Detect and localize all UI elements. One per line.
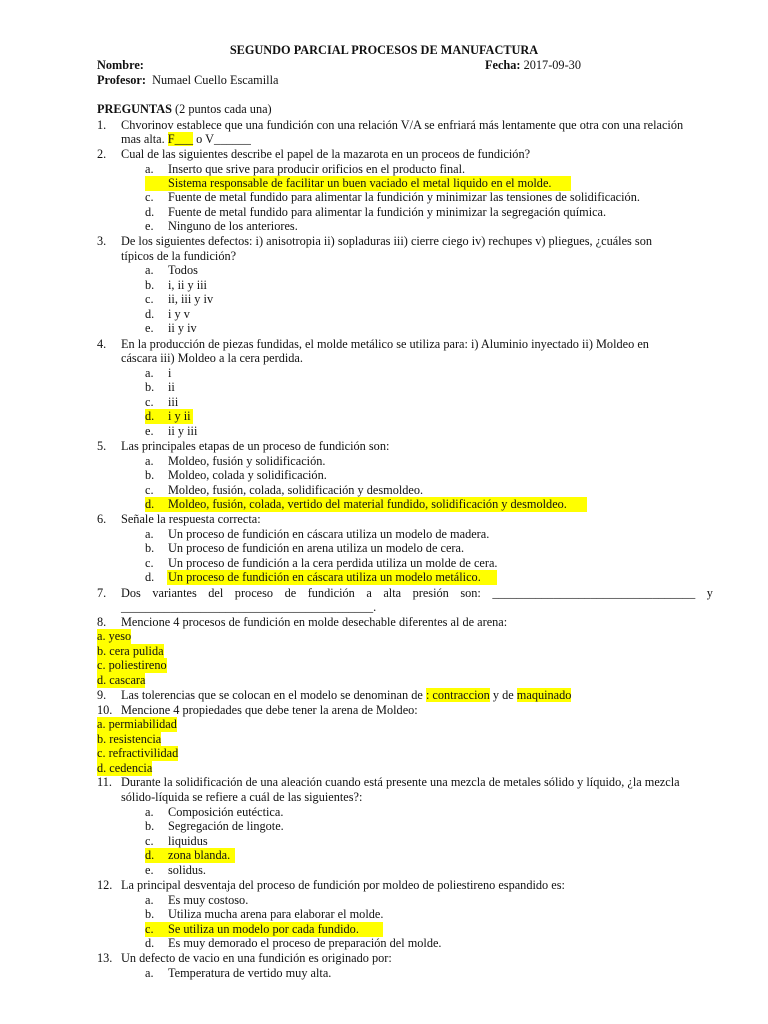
option-text: Moldeo, fusión, colada, solidificación y desmoldeo. <box>168 483 424 497</box>
option-letter: a. <box>145 263 154 277</box>
option-letter: e. <box>145 321 154 335</box>
highlighted-answer: d. cascara <box>97 673 146 687</box>
question-text: En la producción de piezas fundidas, el molde metálico se utiliza para: i) Aluminio inyectado ii) Moldeo en <box>121 337 649 351</box>
option-text: solidus. <box>168 863 206 877</box>
word: son: <box>460 586 481 600</box>
professor-value: Numael Cuello Escamilla <box>152 73 279 87</box>
question-number: 10. <box>97 703 113 717</box>
option-text: Utiliza mucha arena para elaborar el molde. <box>168 907 384 921</box>
question-number: 4. <box>97 337 107 351</box>
highlighted-answer: F___ <box>167 132 194 146</box>
name-label: Nombre: <box>97 58 144 72</box>
option-text: Moldeo, colada y solidificación. <box>168 468 327 482</box>
option-letter: a. <box>145 527 154 541</box>
option-letter: b. <box>145 541 155 555</box>
option-letter: c. <box>145 483 154 497</box>
professor-field <box>97 73 278 88</box>
option-text-highlighted: Se utiliza un modelo por cada fundido. <box>168 922 359 936</box>
word: del <box>208 586 224 600</box>
question-number: 1. <box>97 118 107 132</box>
word: de <box>284 586 297 600</box>
option-letter: c. <box>145 834 154 848</box>
option-letter: d. <box>145 570 155 584</box>
highlighted-answer: d. cedencia <box>97 761 153 775</box>
question-number: 13. <box>97 951 113 965</box>
question-text-part: Las tolerencias que se colocan en el modelo se denominan de <box>121 688 423 702</box>
question-number: 7. <box>97 586 107 600</box>
option-letter: d. <box>145 848 155 862</box>
option-letter: a. <box>145 805 154 819</box>
question-text <box>121 688 571 703</box>
question-text: típicos de la fundición? <box>121 249 237 263</box>
question-number: 2. <box>97 147 107 161</box>
answer-blank: _________________________________ <box>492 586 696 600</box>
option-letter: c. <box>145 190 154 204</box>
highlighted-answer: : contraccion <box>425 688 490 702</box>
question-text-part: mas alta. <box>121 132 165 146</box>
word: a <box>366 586 372 600</box>
option-text: Es muy demorado el proceso de preparación del molde. <box>168 936 442 950</box>
date-label: Fecha: <box>485 58 521 72</box>
option-letter: a. <box>145 966 154 980</box>
option-text: i, ii y iii <box>168 278 207 292</box>
question-text: Mencione 4 propiedades que debe tener la arena de Moldeo: <box>121 703 418 717</box>
option-text: Fuente de metal fundido para alimentar la fundición y minimizar la segregación química. <box>168 205 607 219</box>
question-text: Las principales etapas de un proceso de fundición son: <box>121 439 390 453</box>
option-letter: b. <box>145 380 155 394</box>
option-text-highlighted: Un proceso de fundición en cáscara utiliza un modelo metálico. <box>168 570 481 584</box>
word: variantes <box>152 586 197 600</box>
professor-label: Profesor: <box>97 73 146 87</box>
option-letter: d. <box>145 307 155 321</box>
option-letter: e. <box>145 863 154 877</box>
option-letter: c. <box>145 556 154 570</box>
date-field <box>485 58 581 73</box>
question-number: 8. <box>97 615 107 629</box>
question-number: 3. <box>97 234 107 248</box>
option-text-highlighted: Sistema responsable de facilitar un buen vaciado el metal liquido en el molde. <box>168 176 552 190</box>
question-text: sólido-líquida se refiere a cuál de las siguientes?: <box>121 790 363 804</box>
word: alta <box>383 586 402 600</box>
highlighted-answer: c. poliestireno <box>97 658 167 672</box>
highlighted-answer: c. refractivilidad <box>97 746 179 760</box>
question-number: 6. <box>97 512 107 526</box>
option-letter: c. <box>145 922 154 936</box>
section-heading <box>97 102 272 117</box>
option-text: Todos <box>168 263 198 277</box>
option-text: ii <box>168 380 175 394</box>
option-letter: c. <box>145 292 154 306</box>
option-text-highlighted: Moldeo, fusión, colada, vertido del material fundido, solidificación y desmoldeo. <box>168 497 567 511</box>
highlighted-answer: a. permiabilidad <box>97 717 177 731</box>
option-letter: e. <box>145 219 154 233</box>
question-text-part: y de <box>492 688 514 702</box>
option-letter: d. <box>145 497 155 511</box>
option-text-highlighted: zona blanda. <box>168 848 231 862</box>
option-letter: b. <box>145 907 155 921</box>
question-text: Señale la respuesta correcta: <box>121 512 261 526</box>
option-text-highlighted: i y ii <box>168 409 191 423</box>
option-letter: d. <box>145 936 155 950</box>
option-text: ii y iii <box>168 424 198 438</box>
question-number: 11. <box>97 775 112 789</box>
word: Dos <box>121 586 141 600</box>
section-note: (2 puntos cada una) <box>175 102 272 116</box>
question-number: 9. <box>97 688 107 702</box>
option-text: ii, iii y iv <box>168 292 214 306</box>
question-text: Cual de las siguientes describe el papel de la mazarota en un proceos de fundición? <box>121 147 531 161</box>
question-number: 5. <box>97 439 107 453</box>
question-text: Durante la solidificación de una aleación cuando está presente una mezcla de metales sólido y líquido, ¿la mezcla <box>121 775 680 789</box>
word: fundición <box>307 586 355 600</box>
option-letter: a. <box>145 454 154 468</box>
option-text: i y v <box>168 307 190 321</box>
question-text: cáscara iii) Moldeo a la cera perdida. <box>121 351 303 365</box>
option-text: Ninguno de los anteriores. <box>168 219 298 233</box>
question-text: Un defecto de vacio en una fundición es originado por: <box>121 951 392 965</box>
option-letter: a. <box>145 893 154 907</box>
question-text: La principal desventaja del proceso de fundición por moldeo de poliestireno espandido es: <box>121 878 565 892</box>
question-text-part: o V______ <box>196 132 251 146</box>
option-text: Un proceso de fundición a la cera perdida utiliza un molde de cera. <box>168 556 498 570</box>
word: y <box>706 586 713 600</box>
option-text: Composición eutéctica. <box>168 805 284 819</box>
word: proceso <box>234 586 274 600</box>
option-text: Inserto que srive para producir orificios en el producto final. <box>168 162 466 176</box>
option-letter: a. <box>145 162 154 176</box>
option-text: i <box>168 366 172 380</box>
option-text: ii y iv <box>168 321 197 335</box>
question-text: De los siguientes defectos: i) anisotropia ii) sopladuras iii) cierre ciego iv) rechupes v) pliegues, ¿cuáles son <box>121 234 652 248</box>
option-text: Moldeo, fusión y solidificación. <box>168 454 326 468</box>
option-text: Es muy costoso. <box>168 893 249 907</box>
option-text: iii <box>168 395 179 409</box>
option-letter: d. <box>145 205 155 219</box>
highlighted-answer: b. resistencia <box>97 732 162 746</box>
question-number: 12. <box>97 878 113 892</box>
highlighted-answer: a. yeso <box>97 629 132 643</box>
highlighted-answer: maquinado <box>516 688 572 702</box>
option-letter: e. <box>145 424 154 438</box>
section-label: PREGUNTAS <box>97 102 172 116</box>
question-text: Chvorinov establece que una fundición con una relación V/A se enfriará más lentamente que otra con una relación <box>121 118 684 132</box>
option-text: Fuente de metal fundido para alimentar la fundición y minimizar las tensiones de solidificación. <box>168 190 640 204</box>
option-text: Un proceso de fundición en arena utiliza un modelo de cera. <box>168 541 465 555</box>
answer-blank: _________________________________________. <box>121 600 377 614</box>
exam-title: SEGUNDO PARCIAL PROCESOS DE MANUFACTURA <box>229 43 539 57</box>
option-letter: b. <box>145 819 155 833</box>
option-text: Temperatura de vertido muy alta. <box>168 966 332 980</box>
option-letter: d. <box>145 409 155 423</box>
option-letter: b. <box>145 278 155 292</box>
option-text: liquidus <box>168 834 208 848</box>
date-value: 2017-09-30 <box>523 58 581 72</box>
option-letter: a. <box>145 366 154 380</box>
question-text-justified <box>121 586 713 601</box>
option-letter: b. <box>145 468 155 482</box>
option-letter: c. <box>145 395 154 409</box>
option-text: Segregación de lingote. <box>168 819 284 833</box>
highlighted-answer: b. cera pulida <box>97 644 164 658</box>
question-text <box>121 132 251 147</box>
option-text: Un proceso de fundición en cáscara utiliza un modelo de madera. <box>168 527 490 541</box>
word: presión <box>412 586 449 600</box>
question-text: Mencione 4 procesos de fundición en molde desechable diferentes al de arena: <box>121 615 508 629</box>
